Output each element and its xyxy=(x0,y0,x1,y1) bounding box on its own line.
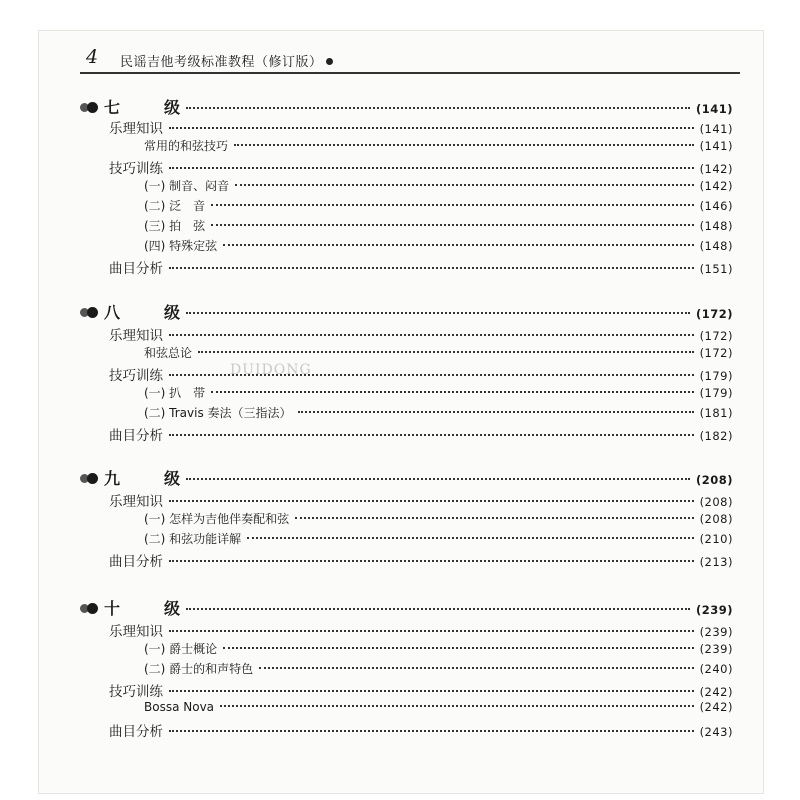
toc-page-number: (239) xyxy=(699,625,733,639)
toc-grade-row xyxy=(80,596,733,616)
toc-page-number: (239) xyxy=(695,603,733,617)
toc-row xyxy=(144,384,733,404)
dot-leader xyxy=(186,312,690,314)
toc-page-number: (142) xyxy=(699,162,733,176)
toc-row xyxy=(109,364,733,384)
toc-page-number: (208) xyxy=(699,512,733,526)
toc-grade-row xyxy=(80,95,733,115)
toc-entry-title: Bossa Nova xyxy=(144,700,215,714)
toc-entry-title: (三) 拍 弦 xyxy=(144,219,206,233)
toc-row xyxy=(144,640,733,660)
toc-page-number: (179) xyxy=(699,369,733,383)
toc-row xyxy=(109,620,733,640)
dot-leader xyxy=(169,434,694,436)
page-number: 4 xyxy=(86,46,99,68)
dot-leader xyxy=(223,647,693,649)
toc-entry-title: (二) 爵士的和声特色 xyxy=(144,662,254,676)
toc-page-number: (148) xyxy=(699,219,733,233)
toc-page-number: (172) xyxy=(695,307,733,321)
toc-page-number: (242) xyxy=(699,685,733,699)
toc-entry-title: 乐理知识 xyxy=(109,624,163,640)
toc-entry-title: (二) 和弦功能详解 xyxy=(144,532,242,546)
dot-leader xyxy=(211,391,693,393)
dot-leader xyxy=(186,608,690,610)
toc-row xyxy=(109,157,733,177)
dot-leader xyxy=(235,184,693,186)
toc-page-number: (172) xyxy=(699,346,733,360)
toc-row xyxy=(144,197,733,217)
toc-page-number: (243) xyxy=(699,725,733,739)
dot-leader xyxy=(295,517,693,519)
toc-entry-title: 技巧训练 xyxy=(109,368,163,384)
toc-entry-title: 八 级 xyxy=(104,303,195,322)
dot-leader xyxy=(169,167,694,169)
toc-row xyxy=(109,424,733,444)
toc-page-number: (148) xyxy=(699,239,733,253)
dot-leader xyxy=(234,144,694,146)
toc-page-number: (181) xyxy=(699,406,733,420)
toc-entry-title: (四) 特殊定弦 xyxy=(144,239,218,253)
toc-row xyxy=(109,550,733,570)
toc-row xyxy=(144,137,733,157)
dot-leader xyxy=(169,560,694,562)
toc-entry-title: 曲目分析 xyxy=(109,261,163,277)
toc-page-number: (242) xyxy=(699,700,733,714)
dot-leader xyxy=(211,204,693,206)
toc-entry-title: 乐理知识 xyxy=(109,121,163,137)
bullet-icon xyxy=(80,473,98,484)
toc-entry-title: 曲目分析 xyxy=(109,554,163,570)
watermark: DUIDONG xyxy=(230,362,312,378)
toc-page-number: (146) xyxy=(699,199,733,213)
toc-page-number: (172) xyxy=(699,329,733,343)
toc-row xyxy=(144,237,733,257)
dot-leader xyxy=(169,127,694,129)
toc-row xyxy=(109,117,733,137)
toc-entry-title: (一) 爵士概论 xyxy=(144,642,218,656)
dot-leader xyxy=(186,107,690,109)
toc-page-number: (208) xyxy=(695,473,733,487)
bullet-icon xyxy=(80,102,98,113)
toc-page-number: (142) xyxy=(699,179,733,193)
toc-entry-title: 十 级 xyxy=(104,599,195,618)
toc-entry-title: 曲目分析 xyxy=(109,724,163,740)
toc-row xyxy=(109,720,733,740)
dot-leader xyxy=(169,730,694,732)
dot-leader xyxy=(169,500,694,502)
dot-leader xyxy=(298,411,694,413)
dot-leader xyxy=(198,351,694,353)
toc-row xyxy=(144,344,733,364)
dot-leader xyxy=(223,244,693,246)
dot-leader xyxy=(169,690,694,692)
book-title-text: 民谣吉他考级标准教程（修订版） xyxy=(120,55,323,70)
dot-leader xyxy=(211,224,693,226)
toc-row xyxy=(144,530,733,550)
toc-entry-title: 九 级 xyxy=(104,469,195,488)
dot-leader xyxy=(259,667,693,669)
bullet-icon xyxy=(80,603,98,614)
bullet-icon xyxy=(80,307,98,318)
dot-leader xyxy=(169,630,694,632)
toc-grade-row xyxy=(80,300,733,320)
toc-row xyxy=(109,680,733,700)
toc-row xyxy=(109,324,733,344)
toc-row xyxy=(144,510,733,530)
dot-leader xyxy=(186,478,690,480)
toc-entry-title: (二) 泛 音 xyxy=(144,199,206,213)
toc-page-number: (213) xyxy=(699,555,733,569)
toc-entry-title: 曲目分析 xyxy=(109,428,163,444)
toc-grade-row xyxy=(80,466,733,486)
toc-entry-title: 乐理知识 xyxy=(109,494,163,510)
toc-row xyxy=(144,660,733,680)
toc-row xyxy=(144,404,733,424)
dot-leader xyxy=(169,267,694,269)
toc-row xyxy=(144,177,733,197)
dot-leader xyxy=(247,537,693,539)
toc-page-number: (210) xyxy=(699,532,733,546)
toc-entry-title: (一) 扒 带 xyxy=(144,386,206,400)
toc-entry-title: 常用的和弦技巧 xyxy=(144,139,229,153)
toc-entry-title: 七 级 xyxy=(104,98,195,117)
toc-entry-title: (二) Travis 奏法（三指法） xyxy=(144,406,292,420)
toc-page-number: (239) xyxy=(699,642,733,656)
toc-page-number: (151) xyxy=(699,262,733,276)
toc-page-number: (141) xyxy=(699,139,733,153)
toc-row xyxy=(109,490,733,510)
dot-leader xyxy=(169,374,694,376)
toc-entry-title: 乐理知识 xyxy=(109,328,163,344)
toc-entry-title: 技巧训练 xyxy=(109,684,163,700)
toc-entry-title: 技巧训练 xyxy=(109,161,163,177)
toc-page-number: (208) xyxy=(699,495,733,509)
toc-page-number: (182) xyxy=(699,429,733,443)
dot-leader xyxy=(169,334,694,336)
toc-entry-title: (一) 制音、闷音 xyxy=(144,179,230,193)
toc-page-number: (240) xyxy=(699,662,733,676)
toc-row xyxy=(144,217,733,237)
toc-page-number: (179) xyxy=(699,386,733,400)
dot-leader xyxy=(220,705,694,707)
toc-page-number: (141) xyxy=(699,122,733,136)
toc-entry-title: 和弦总论 xyxy=(144,346,193,360)
toc-row xyxy=(144,700,733,720)
toc-row xyxy=(109,257,733,277)
toc-entry-title: (一) 怎样为吉他伴奏配和弦 xyxy=(144,512,290,526)
toc-page-number: (141) xyxy=(695,102,733,116)
